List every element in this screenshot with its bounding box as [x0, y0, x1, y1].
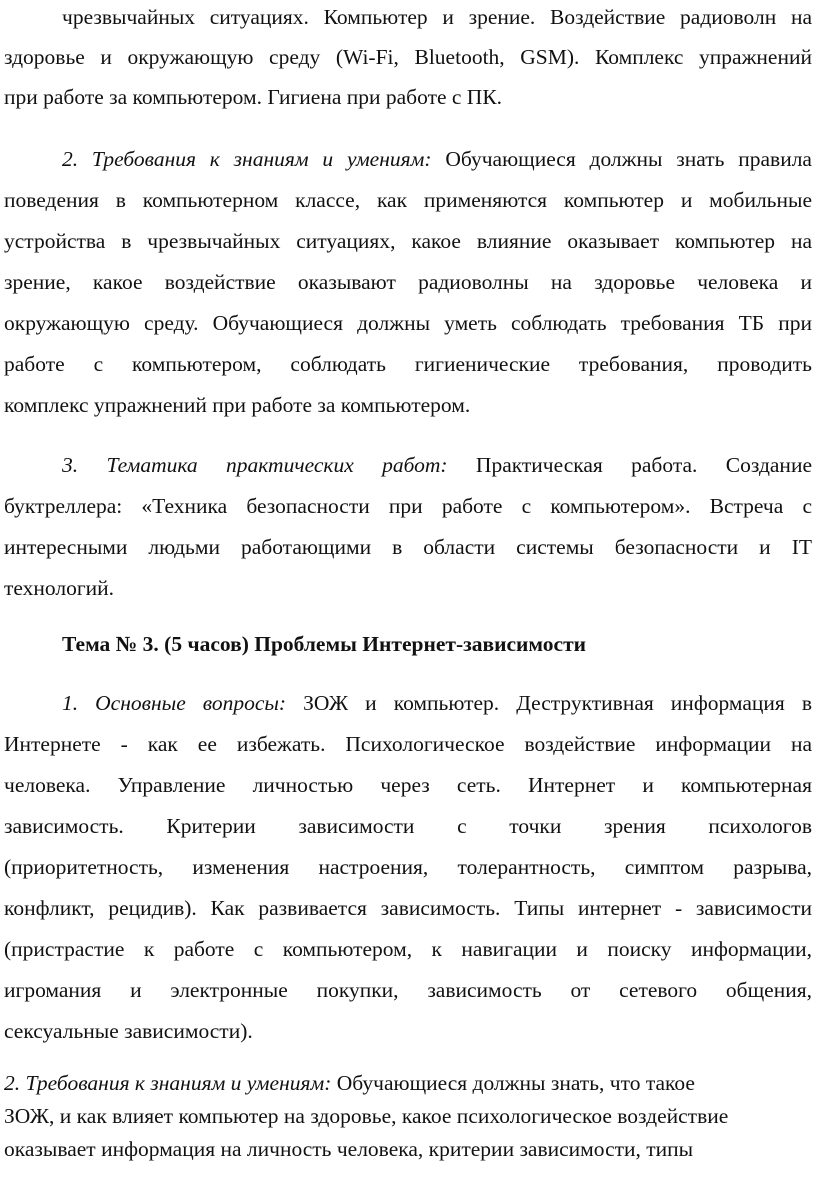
- text-span: Обучающиеся должны знать, что такое: [331, 1071, 695, 1095]
- text-line: при работе за компьютером. Гигиена при работе с ПК.: [4, 85, 503, 109]
- text-line: поведения в компьютерном классе, как применяются компьютер и мобильные: [4, 188, 812, 212]
- text-span: Практическая работа. Создание: [447, 453, 812, 477]
- text-line: интересными людьми работающими в области системы безопасности и IT: [4, 535, 812, 559]
- text-line: чрезвычайных ситуациях. Компьютер и зрение. Воздействие радиоволн на: [62, 5, 812, 29]
- text-line: комплекс упражнений при работе за компьютером.: [4, 393, 471, 417]
- text-line: устройства в чрезвычайных ситуациях, какое влияние оказывает компьютер на: [4, 229, 812, 253]
- text-line: (приоритетность, изменения настроения, толерантность, симптом разрыва,: [4, 855, 812, 879]
- text-line: технологий.: [4, 576, 115, 600]
- section-heading: 3. Тематика практических работ:: [62, 453, 448, 477]
- text-span: Обучающиеся должны знать правила: [431, 147, 812, 171]
- text-line: работе с компьютером, соблюдать гигиенические требования, проводить: [4, 352, 812, 376]
- section-heading: 2. Требования к знаниям и умениям:: [62, 147, 432, 171]
- text-line: здоровье и окружающую среду (Wi-Fi, Bluetooth, GSM). Комплекс упражнений: [4, 45, 812, 69]
- section-heading: 1. Основные вопросы:: [62, 691, 287, 715]
- text-line: зависимость. Критерии зависимости с точки зрения психологов: [4, 814, 812, 838]
- paragraph-first-line: [4, 1070, 812, 1096]
- text-line: ЗОЖ, и как влияет компьютер на здоровье, какое психологическое воздействие: [4, 1104, 729, 1128]
- text-line: сексуальные зависимости).: [4, 1019, 253, 1043]
- paragraph-first-line: [62, 690, 812, 716]
- text-line: оказывает информация на личность человека, критерии зависимости, типы: [4, 1137, 694, 1161]
- text-line: игромания и электронные покупки, зависимость от сетевого общения,: [4, 978, 812, 1002]
- text-line: (пристрастие к работе с компьютером, к навигации и поиску информации,: [4, 937, 812, 961]
- text-span: ЗОЖ и компьютер. Деструктивная информация в: [286, 691, 813, 715]
- paragraph-first-line: [62, 452, 812, 478]
- paragraph-first-line: [62, 146, 812, 172]
- text-line: окружающую среду. Обучающиеся должны уметь соблюдать требования ТБ при: [4, 311, 812, 335]
- text-line: конфликт, рецидив). Как развивается зависимость. Типы интернет - зависимости: [4, 896, 812, 920]
- text-line: человека. Управление личностью через сеть. Интернет и компьютерная: [4, 773, 812, 797]
- text-line: Интернете - как ее избежать. Психологическое воздействие информации на: [4, 732, 812, 756]
- text-line: зрение, какое воздействие оказывают радиоволны на здоровье человека и: [4, 270, 812, 294]
- topic-title: Тема № 3. (5 часов) Проблемы Интернет-зависимости: [62, 632, 587, 656]
- section-heading: 2. Требования к знаниям и умениям:: [4, 1071, 332, 1095]
- text-line: буктреллера: «Техника безопасности при работе с компьютером». Встреча с: [4, 494, 812, 518]
